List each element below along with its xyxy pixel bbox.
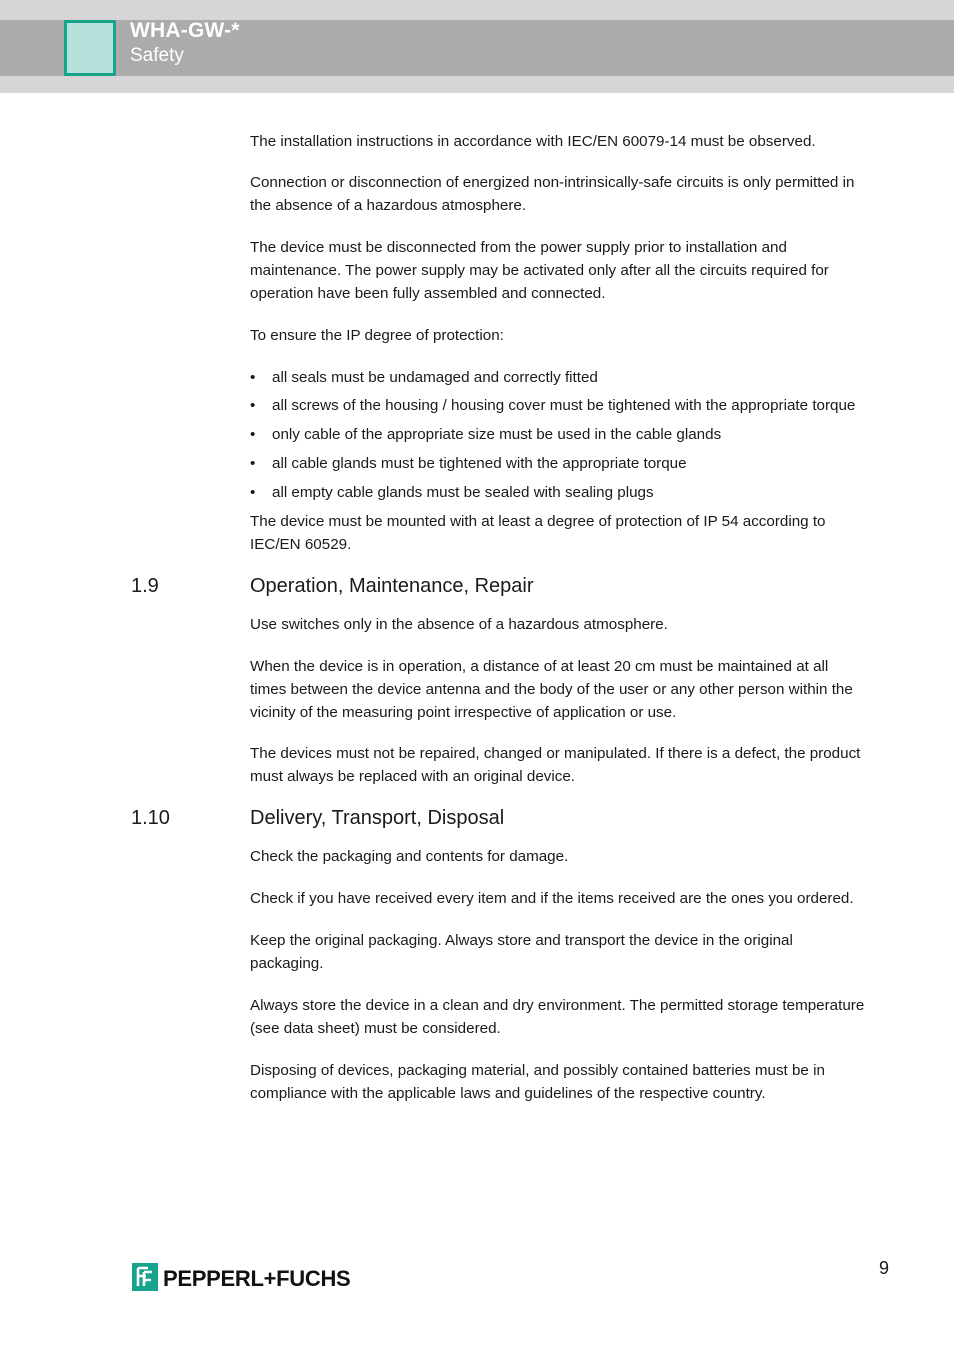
page-number: 9 bbox=[879, 1258, 890, 1278]
brand-name: PEPPERL+FUCHS bbox=[163, 1266, 351, 1291]
section-heading: Operation, Maintenance, Repair bbox=[250, 575, 534, 597]
section-heading: Delivery, Transport, Disposal bbox=[250, 807, 505, 829]
paragraph-storage: Always store the device in a clean and dry environment. The permitted storage temperature (see data sheet) must be considered. bbox=[250, 997, 865, 1037]
bullet-icon: • bbox=[250, 369, 256, 386]
document-title: WHA-GW-* bbox=[130, 19, 240, 42]
paragraph-ip54: The device must be mounted with at least a degree of protection of IP 54 according to IEC/EN 60529. bbox=[250, 513, 826, 553]
paragraph-connection: Connection or disconnection of energized non-intrinsically-safe circuits is only permitted in the absence of a hazardous atmosphere. bbox=[250, 174, 855, 214]
section-number: 1.10 bbox=[131, 807, 170, 829]
section-number: 1.9 bbox=[131, 575, 159, 597]
paragraph-ip-intro: To ensure the IP degree of protection: bbox=[250, 327, 504, 344]
bullet-icon: • bbox=[250, 455, 256, 472]
bullet-icon: • bbox=[250, 397, 256, 414]
paragraph-check-damage: Check the packaging and contents for damage. bbox=[250, 848, 569, 865]
paragraph-packaging: Keep the original packaging. Always store and transport the device in the original packaging. bbox=[250, 932, 793, 972]
bullet-icon: • bbox=[250, 484, 256, 501]
paragraph-antenna-distance: When the device is in operation, a distance of at least 20 cm must be maintained at all times between the device antenna and the body of the user or any other person within the vicinity of the measuring point irrespective of application or use. bbox=[250, 658, 853, 721]
paragraph-check-items: Check if you have received every item and if the items received are the ones you ordered. bbox=[250, 890, 854, 907]
paragraph-disposal: Disposing of devices, packaging material, and possibly contained batteries must be in compliance with the applicable laws and guidelines of the respective country. bbox=[250, 1062, 825, 1102]
paragraph-disconnect-power: The device must be disconnected from the power supply prior to installation and maintenance. The power supply may be activated only after all the circuits required for operation have been fully assembled and connected. bbox=[250, 239, 829, 302]
paragraph-installation: The installation instructions in accordance with IEC/EN 60079-14 must be observed. bbox=[250, 133, 816, 150]
chapter-title: Safety bbox=[130, 45, 184, 66]
chapter-marker-icon bbox=[64, 20, 116, 76]
paragraph-switches: Use switches only in the absence of a hazardous atmosphere. bbox=[250, 616, 668, 633]
bullet-icon: • bbox=[250, 426, 256, 443]
pf-logo-icon bbox=[132, 1263, 158, 1291]
paragraph-repair: The devices must not be repaired, changed or manipulated. If there is a defect, the product must always be replaced with an original device. bbox=[250, 745, 861, 785]
